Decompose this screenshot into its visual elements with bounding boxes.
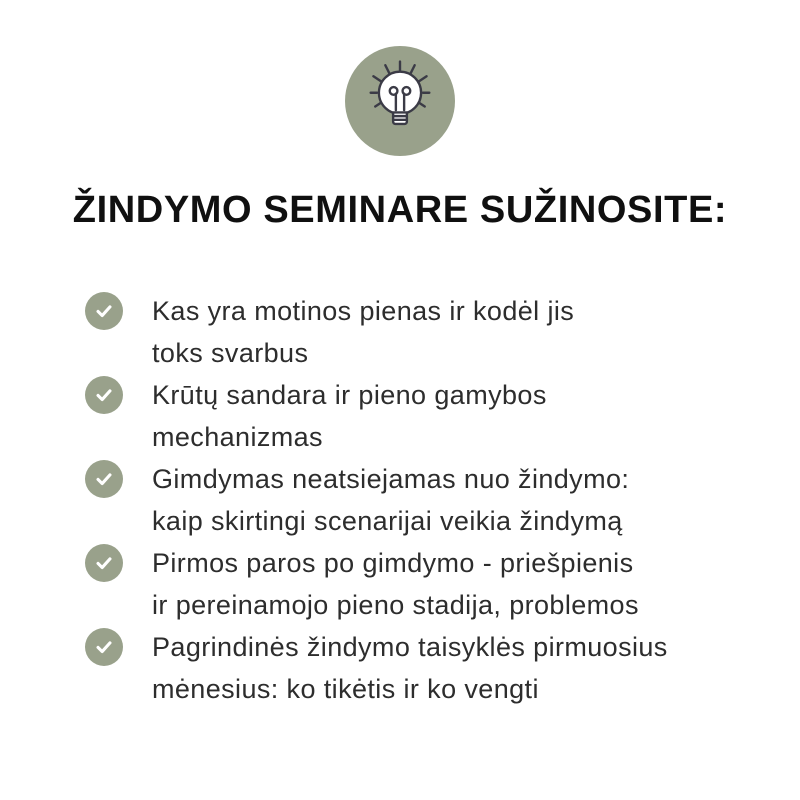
list-item [85,458,742,542]
checkmark-icon [85,544,123,582]
list-item-line: Krūtų sandara ir pieno gamybos [152,380,547,410]
list-item-line: Pirmos paros po gimdymo - priešpienis [152,548,634,578]
page-title: ŽINDYMO SEMINARE SUŽINOSITE: [72,189,728,231]
list-item-text [152,290,574,374]
list-item-line: Kas yra motinos pienas ir kodėl jis [152,296,575,326]
list-item [85,542,742,626]
list-item-line: Pagrindinės žindymo taisyklės pirmuosius [152,632,668,662]
list-item-text [152,542,639,626]
list-item-text [152,374,547,458]
list-item-line: ir pereinamojo pieno stadija, problemos [152,590,639,620]
header-icon-area [0,0,800,156]
list-item-text [152,626,668,710]
checkmark-icon [85,292,123,330]
list-item [85,290,742,374]
list-item [85,626,742,710]
checkmark-icon [85,628,123,666]
checklist [85,290,742,710]
list-item [85,374,742,458]
list-item-line: kaip skirtingi scenarijai veikia žindymą [152,506,623,536]
checkmark-icon [85,460,123,498]
list-item-line: mechanizmas [152,422,323,452]
list-item-line: toks svarbus [152,338,309,368]
lightbulb-badge [345,46,455,156]
lightbulb-icon [345,46,455,156]
checkmark-icon [85,376,123,414]
list-item-line: mėnesius: ko tikėtis ir ko vengti [152,674,539,704]
list-item-line: Gimdymas neatsiejamas nuo žindymo: [152,464,630,494]
list-item-text [152,458,629,542]
